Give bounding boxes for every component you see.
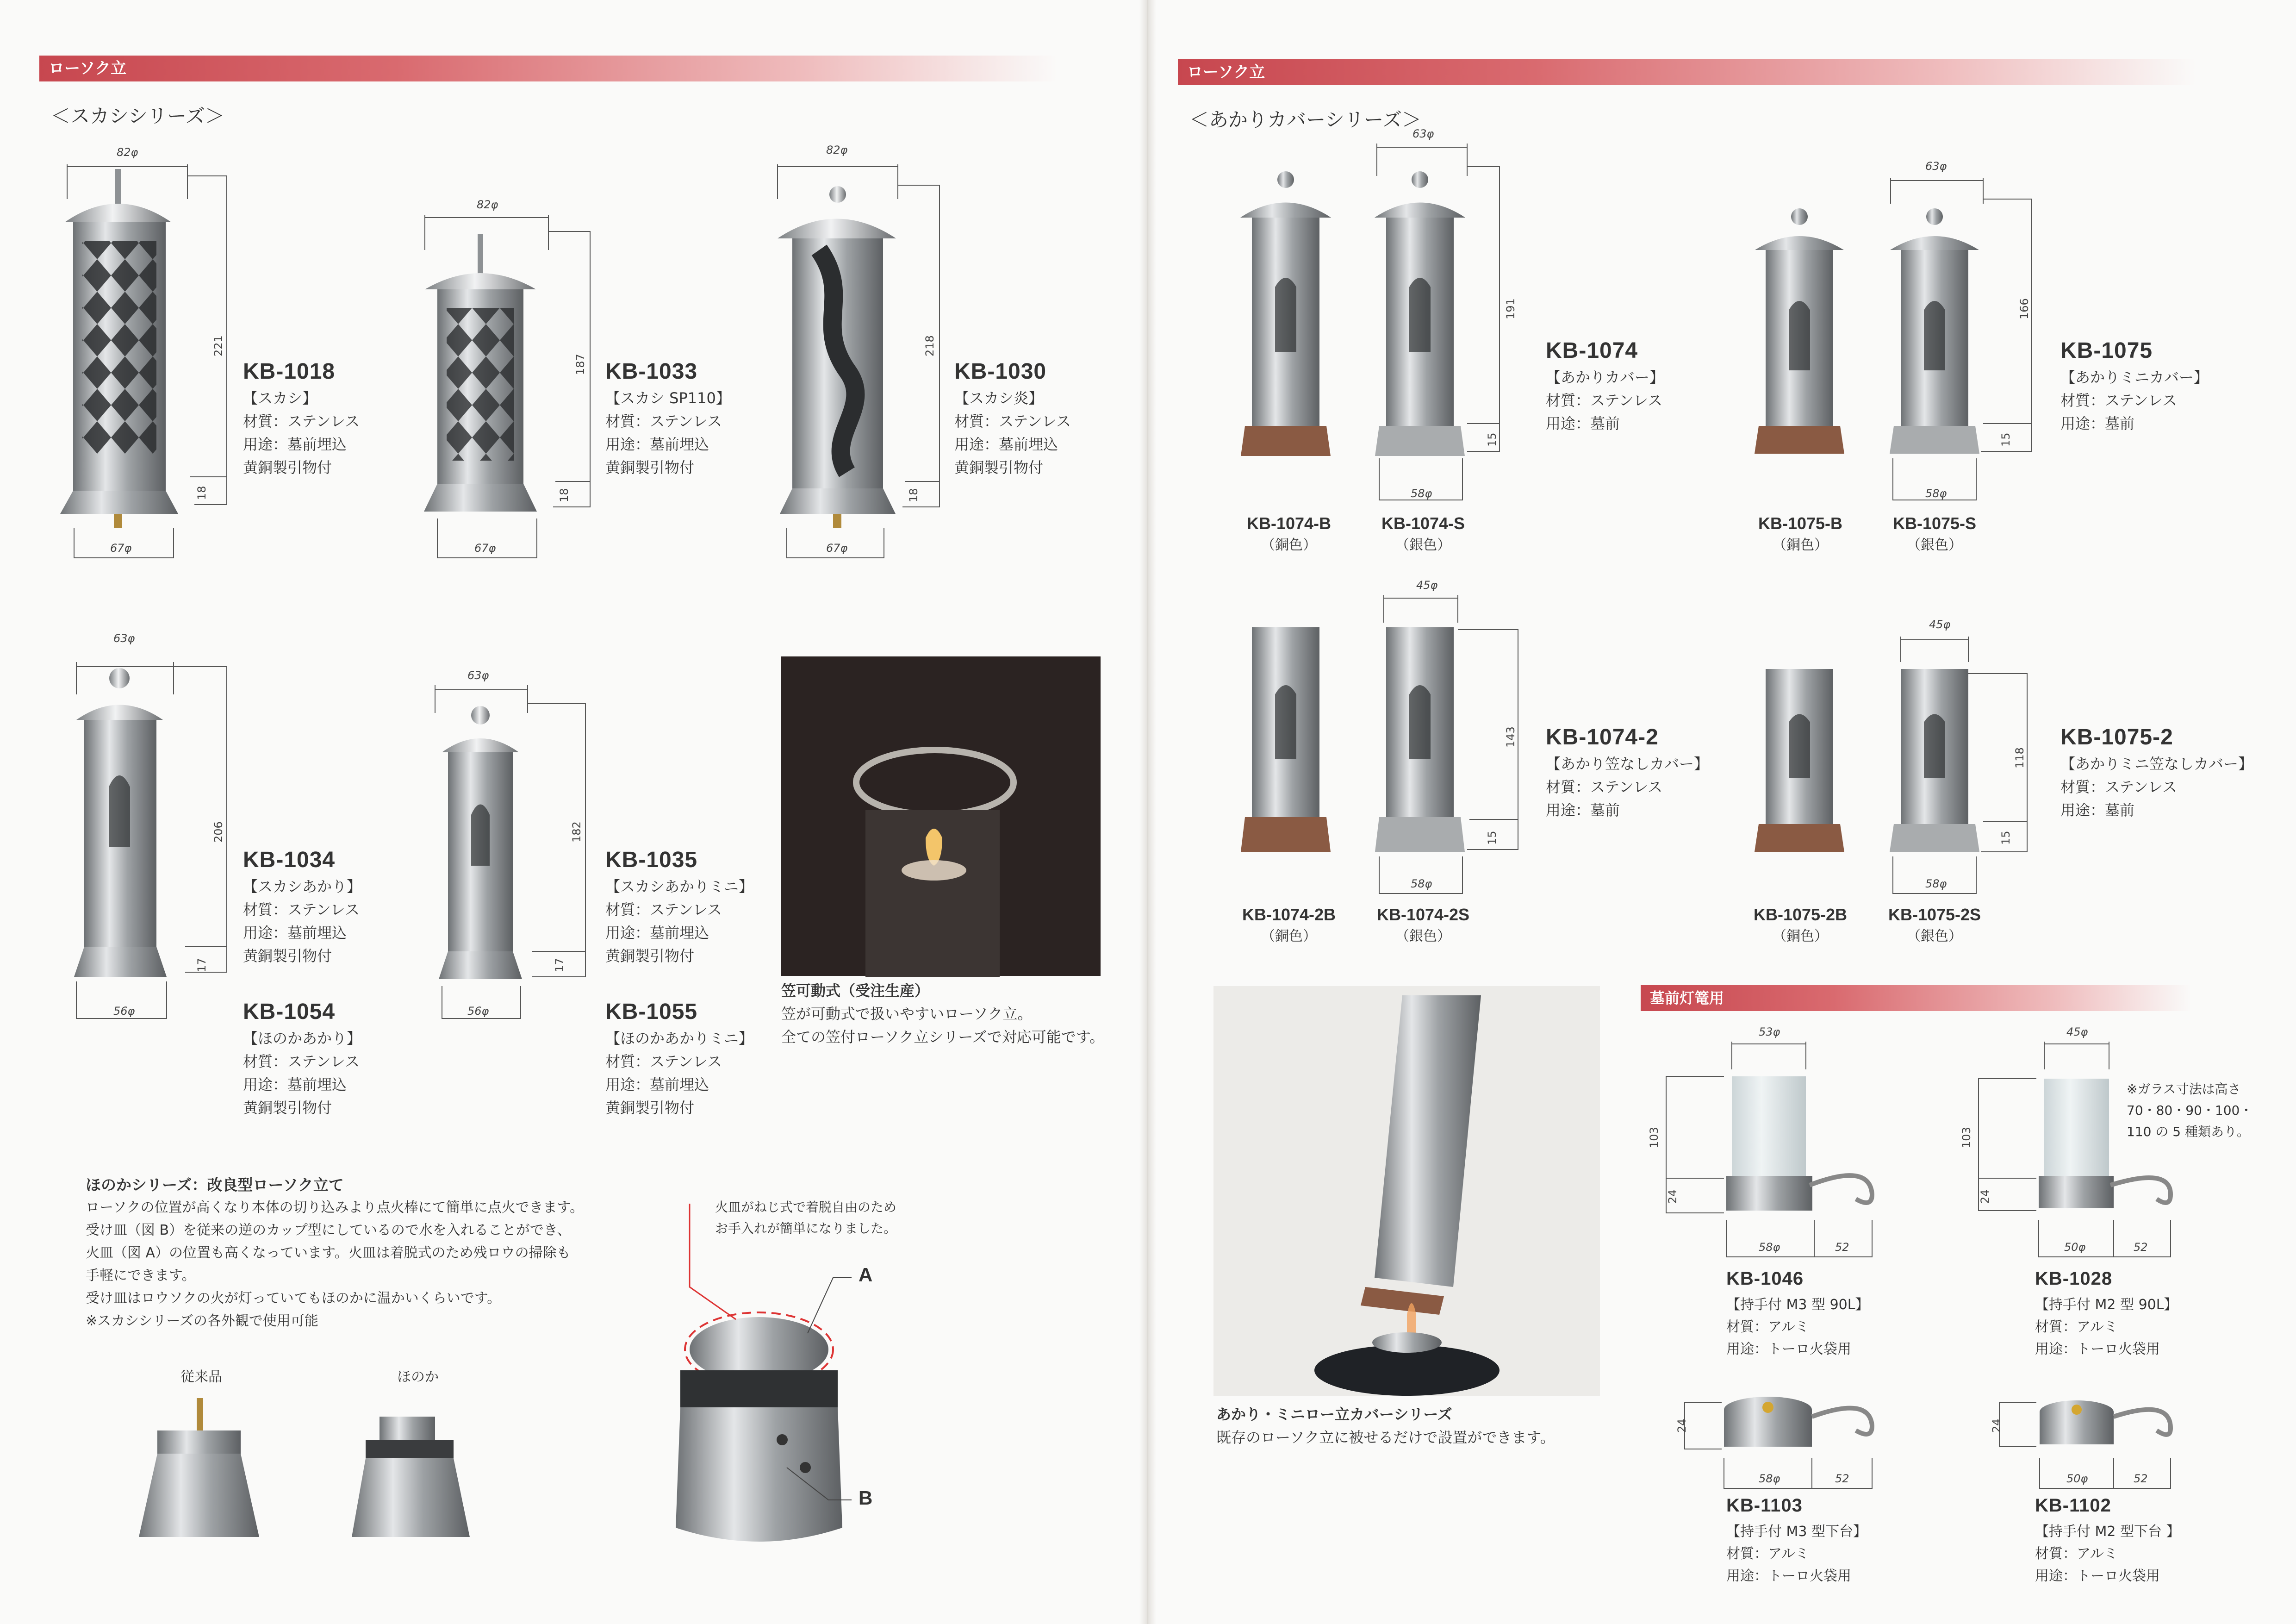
- spec-line: 【あかりカバー】: [1546, 369, 1665, 386]
- spec-line: 用途：墓前: [1546, 801, 1620, 819]
- spec-line: 材質：ステンレス: [605, 1053, 722, 1070]
- product-specs: [1726, 1294, 1869, 1361]
- mini-cover-caption: [1216, 1403, 1555, 1449]
- dim-base: 18: [907, 488, 920, 502]
- variant-code: KB-1074-B: [1246, 514, 1332, 533]
- product-specs: [2035, 1294, 2178, 1361]
- spec-line: 材質：アルミ: [1726, 1546, 1809, 1562]
- description-line: 火皿（図 A）の位置も高くなっています。火皿は着脱式のため残ロウの掃除も: [86, 1245, 571, 1261]
- product-code: KB-1046: [1726, 1268, 1804, 1289]
- spec-line: 材質：ステンレス: [1546, 392, 1663, 409]
- dim-bottom: 50φ: [2064, 1241, 2086, 1254]
- series-heading-sukashi: ＜スカシシリーズ＞: [51, 105, 224, 127]
- dim-bottom: 67φ: [826, 542, 848, 555]
- dim-height: 206: [212, 821, 225, 843]
- honoka-title: ほのかシリーズ：改良型ローソク立て: [86, 1176, 344, 1194]
- spec-line: 材質：アルミ: [1726, 1319, 1809, 1335]
- spec-line: 用途：トーロ火袋用: [2035, 1568, 2160, 1584]
- dim-top: 82φ: [477, 198, 498, 211]
- spec-line: 黄銅製引物付: [605, 1099, 695, 1117]
- dim-bottom: 50φ: [2066, 1472, 2088, 1485]
- product-code: KB-1102: [2035, 1495, 2111, 1516]
- spec-line: 【スカシ】: [243, 389, 317, 407]
- spec-line: 【スカシ SP110】: [605, 389, 731, 407]
- dim-top: 63φ: [1925, 160, 1947, 173]
- lantern-kb-1075-b: [1755, 208, 1844, 454]
- spec-line: 用途：墓前埋込: [605, 436, 709, 453]
- description-line: ※スカシシリーズの各外観で使用可能: [86, 1313, 318, 1329]
- dim-height: 182: [570, 821, 583, 843]
- spec-line: 黄銅製引物付: [605, 459, 695, 476]
- caption-line: 笠が可動式で扱いやすいローソク立。: [781, 1005, 1033, 1023]
- spec-line: 黄銅製引物付: [243, 1099, 332, 1117]
- variant-label: [1363, 905, 1483, 945]
- dim-height: 103: [1648, 1127, 1661, 1148]
- dim-bottom: 58φ: [1411, 487, 1432, 500]
- caption-line: 既存のローソク立に被せるだけで設置ができます。: [1216, 1429, 1555, 1446]
- dim-height: 166: [2018, 298, 2031, 319]
- variant-label: [1363, 514, 1483, 554]
- section-label: ローソク立: [49, 59, 127, 78]
- dim-bottom: 58φ: [1411, 877, 1432, 890]
- variant-color: （銅色）: [1261, 929, 1317, 944]
- product-specs: [2060, 752, 2253, 822]
- section-label: ローソク立: [1187, 63, 1265, 81]
- dim-bottom: 58φ: [1925, 877, 1947, 890]
- product-code: KB-1035: [605, 848, 698, 872]
- product-code: KB-1033: [605, 359, 698, 384]
- variant-color: （銅色）: [1773, 929, 1828, 944]
- spec-line: 用途：墓前埋込: [243, 1076, 347, 1093]
- variant-code: KB-1074-2B: [1242, 905, 1336, 924]
- spec-line: 【持手付 M2 型下台 】: [2035, 1524, 2180, 1540]
- spec-line: 用途：墓前埋込: [243, 924, 347, 942]
- product-code: KB-1055: [605, 999, 698, 1024]
- variant-label: [1229, 514, 1349, 554]
- variant-code: KB-1075-2S: [1888, 905, 1981, 924]
- lantern-kb-1075-2b: [1755, 669, 1844, 852]
- spec-line: 【スカシあかりミニ】: [605, 878, 754, 895]
- dim-height: 221: [212, 335, 225, 356]
- spec-line: 【持手付 M3 型 90L】: [1726, 1297, 1869, 1313]
- product-code: KB-1075: [2060, 338, 2153, 363]
- dim-handle: 52: [2134, 1241, 2148, 1254]
- spec-line: 【スカシ炎】: [954, 389, 1044, 407]
- spec-line: 用途：墓前埋込: [605, 924, 709, 942]
- spec-line: 用途：トーロ火袋用: [1726, 1568, 1851, 1584]
- spec-line: 【ほのかあかりミニ】: [605, 1030, 754, 1047]
- variant-color: （銅色）: [1261, 537, 1317, 553]
- dim-bottom: 58φ: [1759, 1241, 1780, 1254]
- description-line: 手軽にできます。: [86, 1268, 196, 1284]
- variant-color: （銀色）: [1395, 929, 1451, 944]
- spec-line: 用途：墓前: [1546, 415, 1620, 432]
- product-code: KB-1054: [243, 999, 336, 1024]
- spec-line: 材質：アルミ: [2035, 1319, 2118, 1335]
- spec-line: 用途：墓前埋込: [243, 436, 347, 453]
- spec-line: 材質：ステンレス: [243, 412, 360, 430]
- lantern-kb-1075-s: [1890, 208, 1979, 454]
- product-specs: [2060, 366, 2209, 435]
- dim-handle: 52: [2134, 1472, 2148, 1485]
- dim-base: 24: [1990, 1418, 2003, 1433]
- product-code: KB-1018: [243, 359, 336, 384]
- dim-top: 45φ: [1929, 618, 1951, 631]
- dim-top: 82φ: [826, 144, 848, 156]
- spec-line: 【あかりミニ笠なしカバー】: [2060, 755, 2253, 773]
- dim-height: 191: [1504, 298, 1517, 319]
- note-line: ※ガラス寸法は高さ: [2127, 1081, 2241, 1097]
- description-line: 受け皿（図 B）を従来の逆のカップ型にしているので水を入れることができ、: [86, 1222, 571, 1238]
- callout-line: 火皿がねじ式で着脱自由のため: [715, 1199, 897, 1215]
- variant-code: KB-1074-2S: [1376, 905, 1470, 924]
- dim-base: 17: [553, 958, 566, 972]
- dim-top: 82φ: [117, 146, 138, 159]
- spec-line: 【持手付 M3 型下台】: [1726, 1524, 1867, 1540]
- product-code: KB-1028: [2035, 1268, 2113, 1289]
- dim-base: 24: [1979, 1189, 1991, 1204]
- lantern-kb-1074-2s: [1375, 627, 1465, 852]
- glass-kb-1046: [1726, 1076, 1872, 1211]
- variant-label: [1229, 905, 1349, 945]
- spec-line: 黄銅製引物付: [243, 459, 332, 476]
- dim-height: 103: [1960, 1127, 1973, 1148]
- callout-line: お手入れが簡単になりました。: [715, 1221, 897, 1236]
- glass-size-note: [2127, 1079, 2252, 1143]
- dim-top: 63φ: [1412, 127, 1434, 140]
- product-code: KB-1075-2: [2060, 725, 2173, 750]
- label-conventional: 従来品: [180, 1369, 222, 1385]
- dim-handle: 52: [1835, 1241, 1849, 1254]
- product-code: KB-1074: [1546, 338, 1638, 363]
- product-specs: [1726, 1521, 1867, 1587]
- variant-code: KB-1075-S: [1892, 514, 1977, 533]
- spec-line: 用途：墓前埋込: [954, 436, 1058, 453]
- series-heading-akari-cover: ＜あかりカバーシリーズ＞: [1189, 108, 1422, 131]
- variant-color: （銀色）: [1395, 537, 1451, 553]
- base-kb-1102: [2040, 1400, 2171, 1444]
- dim-handle: 52: [1835, 1472, 1849, 1485]
- caption-title: 笠可動式（受注生産）: [781, 982, 930, 999]
- product-code: KB-1074-2: [1546, 725, 1659, 750]
- variant-code: KB-1075-2B: [1753, 905, 1848, 924]
- spec-line: 用途：トーロ火袋用: [2035, 1341, 2160, 1357]
- variant-color: （銅色）: [1773, 537, 1828, 553]
- spec-line: 材質：ステンレス: [2060, 392, 2178, 409]
- product-code: KB-1103: [1726, 1495, 1803, 1516]
- spec-line: 材質：ステンレス: [243, 1053, 360, 1070]
- variant-code: KB-1075-B: [1758, 514, 1843, 533]
- base-kb-1103: [1724, 1397, 1872, 1447]
- dim-bottom: 67φ: [110, 542, 132, 555]
- dim-top: 45φ: [1416, 579, 1438, 592]
- product-code: KB-1034: [243, 848, 336, 872]
- spec-line: 【持手付 M2 型 90L】: [2035, 1297, 2178, 1313]
- dim-base: 15: [1999, 432, 2012, 447]
- spec-line: 【スカシあかり】: [243, 878, 362, 895]
- dim-base: 18: [195, 486, 208, 500]
- dim-bottom: 56φ: [467, 1005, 489, 1018]
- dim-top: 53φ: [1759, 1025, 1780, 1038]
- spec-line: 黄銅製引物付: [954, 459, 1044, 476]
- spec-line: 材質：ステンレス: [2060, 778, 2178, 796]
- variant-color: （銀色）: [1907, 929, 1962, 944]
- label-honoka: ほのか: [397, 1369, 439, 1385]
- spec-line: 黄銅製引物付: [605, 947, 695, 965]
- dim-base: 15: [1486, 432, 1499, 447]
- dim-bottom: 58φ: [1925, 487, 1947, 500]
- variant-label: [1874, 514, 1995, 554]
- product-specs: [2035, 1521, 2180, 1587]
- dim-base: 17: [195, 958, 208, 972]
- product-specs: [1546, 752, 1709, 822]
- dim-base: 24: [1675, 1418, 1688, 1433]
- caption-line: 全ての笠付ローソク立シリーズで対応可能です。: [781, 1028, 1105, 1046]
- spec-line: 黄銅製引物付: [243, 947, 332, 965]
- spec-line: 用途：墓前: [2060, 415, 2135, 432]
- marker-a: A: [859, 1264, 873, 1286]
- lantern-kb-1074-b: [1240, 171, 1331, 456]
- spec-line: 材質：ステンレス: [605, 901, 722, 918]
- dim-height: 218: [923, 335, 936, 356]
- marker-b: B: [859, 1487, 873, 1509]
- variant-label: [1740, 514, 1860, 554]
- note-line: 110 の 5 種類あり。: [2127, 1124, 2250, 1139]
- dim-base: 15: [1999, 831, 2012, 845]
- spec-line: 【あかり笠なしカバー】: [1546, 755, 1709, 773]
- lantern-kb-1074-s: [1375, 171, 1465, 456]
- dim-height: 118: [2013, 747, 2026, 768]
- section-band-lantern: [1641, 985, 2191, 1011]
- caption-title: あかり・ミニロー立カバーシリーズ: [1216, 1405, 1452, 1423]
- note-line: 70・80・90・100・: [2127, 1103, 2253, 1118]
- lantern-kb-1075-2s: [1890, 669, 1979, 852]
- dim-height: 187: [574, 354, 587, 375]
- spec-line: 材質：アルミ: [2035, 1546, 2118, 1562]
- dim-bottom: 58φ: [1759, 1472, 1780, 1485]
- spec-line: 用途：トーロ火袋用: [1726, 1341, 1851, 1357]
- spec-line: 用途：墓前埋込: [605, 1076, 709, 1093]
- dim-bottom: 56φ: [113, 1005, 135, 1018]
- variant-code: KB-1074-S: [1381, 514, 1465, 533]
- description-line: 受け皿はロウソクの火が灯っていてもほのかに温かいくらいです。: [86, 1290, 501, 1306]
- spec-line: 用途：墓前: [2060, 801, 2135, 819]
- lantern-kb-1074-2b: [1241, 627, 1331, 852]
- spec-line: 材質：ステンレス: [243, 901, 360, 918]
- spec-line: 材質：ステンレス: [605, 412, 722, 430]
- product-code: KB-1030: [954, 359, 1047, 384]
- dim-base: 15: [1486, 831, 1499, 845]
- dim-bottom: 67φ: [474, 542, 496, 555]
- product-specs: [1546, 366, 1664, 435]
- description-line: ローソクの位置が高くなり本体の切り込みより点火棒にて簡単に点火できます。: [86, 1199, 584, 1216]
- dim-base: 24: [1666, 1189, 1679, 1204]
- variant-color: （銀色）: [1907, 537, 1962, 553]
- dim-height: 143: [1504, 726, 1517, 748]
- dim-base: 18: [558, 488, 571, 502]
- variant-label: [1740, 905, 1860, 945]
- spec-line: 【あかりミニカバー】: [2060, 369, 2209, 386]
- spec-line: 【ほのかあかり】: [243, 1030, 362, 1047]
- spec-line: 材質：ステンレス: [1546, 778, 1663, 796]
- dim-top: 63φ: [467, 669, 489, 682]
- dim-top: 45φ: [2066, 1025, 2088, 1038]
- section-label: 墓前灯篭用: [1650, 989, 1724, 1007]
- dim-top: 63φ: [113, 632, 135, 645]
- spec-line: 材質：ステンレス: [954, 412, 1071, 430]
- variant-label: [1874, 905, 1995, 945]
